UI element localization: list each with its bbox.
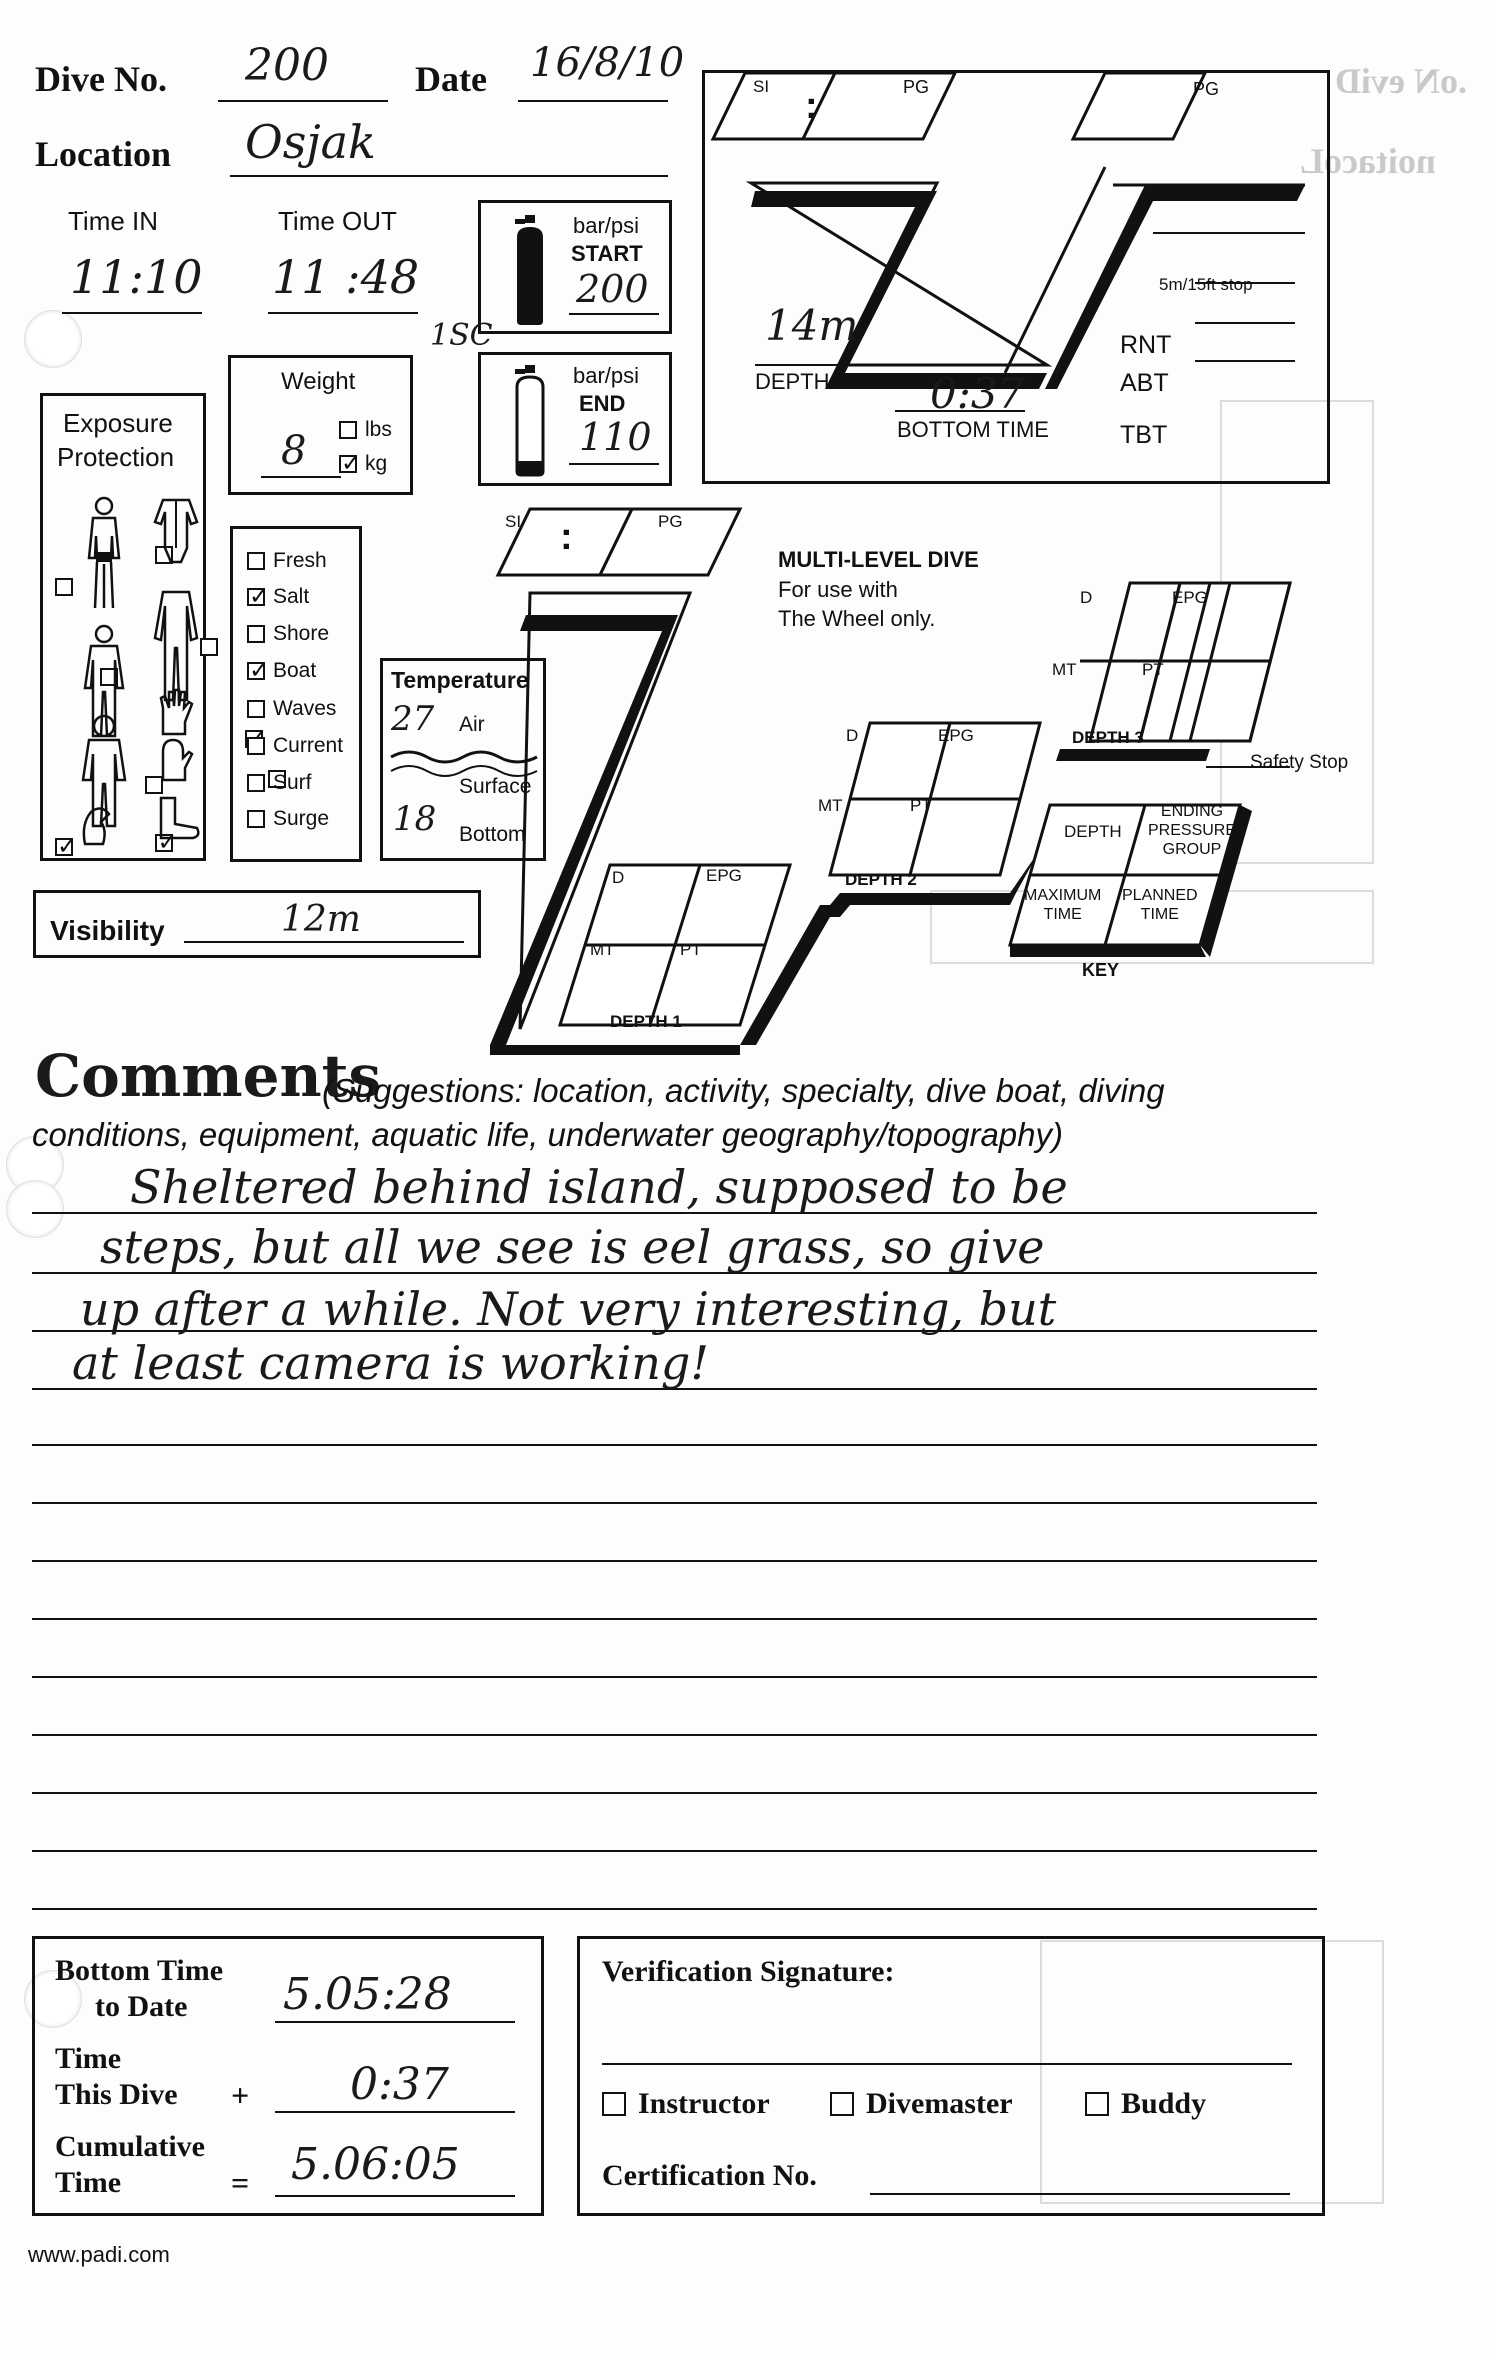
multi-level-subtitle-1: For use with xyxy=(778,577,898,602)
to-date-underline xyxy=(275,2021,515,2023)
max-depth-value[interactable]: 14m xyxy=(765,301,859,350)
time-in-underline xyxy=(62,312,202,314)
cumulative-line1: Cumulative xyxy=(55,2130,205,2163)
exposure-protection-box xyxy=(40,393,206,861)
bottom-time-label: BOTTOM TIME xyxy=(897,417,1049,442)
depth1-epg-label: EPG xyxy=(706,866,742,885)
si-colon: : xyxy=(805,85,818,127)
end-pressure-value[interactable]: 110 xyxy=(579,415,652,459)
location-underline xyxy=(230,175,668,177)
rnt-label: RNT xyxy=(1120,331,1172,359)
key-mt-label xyxy=(1024,886,1101,924)
boat-checkbox[interactable] xyxy=(247,662,265,680)
current-checkbox[interactable] xyxy=(247,737,265,755)
lbs-option[interactable] xyxy=(339,418,392,442)
comment-rule xyxy=(32,1676,1317,1678)
tank-start-box xyxy=(478,200,672,334)
comment-rule xyxy=(32,1850,1317,1852)
margin-note: 1SC xyxy=(430,318,493,353)
key-epg-line1: ENDING xyxy=(1160,803,1224,820)
surge-label: Surge xyxy=(273,807,330,830)
start-label: START xyxy=(571,241,643,266)
air-temp-value[interactable]: 27 xyxy=(391,699,435,739)
surf-label: Surf xyxy=(273,771,312,794)
comment-rule xyxy=(32,1908,1317,1910)
condition-fresh[interactable] xyxy=(247,549,327,573)
divemaster-checkbox[interactable] xyxy=(830,2092,854,2116)
signature-line[interactable] xyxy=(602,2063,1292,2065)
cumulative-label xyxy=(55,2129,205,2201)
end-label: END xyxy=(579,391,626,416)
dive-number-label: Dive No. xyxy=(35,59,167,99)
buddy-label: Buddy xyxy=(1121,2087,1207,2120)
depth3-pt-label: PT xyxy=(1142,660,1164,679)
dive-number-value[interactable]: 200 xyxy=(245,40,329,91)
instructor-option[interactable] xyxy=(602,2087,770,2121)
key-depth-label: DEPTH xyxy=(1064,822,1122,841)
bleed-through-text: .oN eviD xyxy=(1335,61,1467,101)
fresh-label: Fresh xyxy=(273,549,327,572)
weight-label: Weight xyxy=(281,368,356,395)
bottom-time-to-date-value[interactable]: 5.05:28 xyxy=(283,1969,452,2020)
salt-label: Salt xyxy=(273,585,310,608)
key-pt-label xyxy=(1122,886,1198,924)
lbs-label: lbs xyxy=(365,418,392,441)
boat-label: Boat xyxy=(273,659,317,682)
key-pt-line2: TIME xyxy=(1140,906,1179,923)
depth2-pt-label: PT xyxy=(910,796,932,815)
start-underline xyxy=(569,313,659,315)
comment-rule xyxy=(32,1560,1317,1562)
depth2-d-label: D xyxy=(846,726,859,745)
comments-suggestions-2: conditions, equipment, aquatic life, underwater geography/topography) xyxy=(32,1116,1063,1153)
hood-icon xyxy=(79,804,115,848)
tbt-label: TBT xyxy=(1120,421,1168,449)
condition-waves[interactable] xyxy=(247,697,336,721)
swimsuit-icon xyxy=(79,496,129,616)
certification-number-line[interactable] xyxy=(870,2193,1290,2195)
padi-url[interactable]: www.padi.com xyxy=(28,2242,170,2267)
current-label: Current xyxy=(273,734,344,757)
buddy-option[interactable] xyxy=(1085,2087,1206,2121)
depth2-label: DEPTH 2 xyxy=(845,870,917,889)
location-label: Location xyxy=(35,134,172,174)
divemaster-option[interactable] xyxy=(830,2087,1013,2121)
depth1-label: DEPTH 1 xyxy=(610,1012,682,1031)
glove-icon xyxy=(153,688,197,738)
comment-rule xyxy=(32,1444,1317,1446)
surface-label: Surface xyxy=(459,775,532,798)
visibility-label: Visibility xyxy=(50,915,165,946)
abt-label: ABT xyxy=(1120,369,1169,397)
comment-rule xyxy=(32,1618,1317,1620)
binder-hole xyxy=(6,1180,64,1238)
depth1-d-label: D xyxy=(612,868,625,887)
buddy-checkbox[interactable] xyxy=(1085,2092,1109,2116)
depth3-d-label: D xyxy=(1080,588,1093,607)
key-epg-label xyxy=(1148,802,1236,859)
exposure-label-line2: Protection xyxy=(57,442,175,472)
start-pressure-value[interactable]: 200 xyxy=(576,267,649,311)
tank-end-box xyxy=(478,352,672,486)
empty-tank-icon xyxy=(509,365,551,477)
date-underline xyxy=(518,100,668,102)
certification-number-label: Certification No. xyxy=(602,2159,817,2192)
kg-checkbox[interactable] xyxy=(339,455,357,473)
depth-label: DEPTH xyxy=(755,369,830,394)
comment-rule xyxy=(32,1792,1317,1794)
date-value[interactable]: 16/8/10 xyxy=(530,40,685,86)
comment-line-4[interactable]: at least camera is working! xyxy=(72,1336,709,1390)
hood-checkbox[interactable] xyxy=(55,838,73,856)
depth3-mt-label: MT xyxy=(1052,660,1077,679)
depth2-epg-label: EPG xyxy=(938,726,974,745)
surf-checkbox[interactable] xyxy=(247,774,265,792)
shore-checkbox[interactable] xyxy=(247,625,265,643)
ml-si-label: SI xyxy=(505,512,522,531)
multi-level-subtitle-2: The Wheel only. xyxy=(778,606,936,631)
key-pt-line1: PLANNED xyxy=(1122,887,1198,904)
divemaster-label: Divemaster xyxy=(866,2087,1013,2120)
bottom-time-to-date-label xyxy=(55,1953,223,2025)
time-in-label: Time IN xyxy=(68,206,159,236)
binder-hole xyxy=(24,310,82,368)
bottom-temp-value[interactable]: 18 xyxy=(393,799,437,839)
this-dive-underline xyxy=(275,2111,515,2113)
date-label: Date xyxy=(415,59,487,99)
key-label: KEY xyxy=(1082,960,1120,980)
visibility-underline xyxy=(184,941,464,943)
swimsuit-checkbox[interactable] xyxy=(55,578,73,596)
weight-value[interactable]: 8 xyxy=(281,428,307,474)
this-dive-value[interactable]: 0:37 xyxy=(350,2059,449,2110)
condition-boat[interactable] xyxy=(247,659,316,683)
instructor-label: Instructor xyxy=(638,2087,770,2120)
visibility-value[interactable]: 12m xyxy=(281,899,361,940)
kg-label: kg xyxy=(365,452,388,475)
instructor-checkbox[interactable] xyxy=(602,2092,626,2116)
pg-label-2: PG xyxy=(1193,79,1220,99)
dive-number-underline xyxy=(218,100,388,102)
pg-label: PG xyxy=(903,77,930,97)
cumulative-line2: Time xyxy=(55,2166,122,2199)
time-in-value[interactable]: 11:10 xyxy=(70,250,203,304)
key-mt-line2: TIME xyxy=(1043,906,1082,923)
kg-option[interactable] xyxy=(339,452,387,476)
location-value[interactable]: Osjak xyxy=(245,115,376,169)
key-mt-line1: MAXIMUM xyxy=(1024,887,1102,904)
comment-line-1[interactable]: Sheltered behind island, supposed to be xyxy=(130,1160,1068,1214)
mitt-icon xyxy=(153,734,197,784)
this-dive-line2: This Dive xyxy=(55,2078,178,2111)
time-out-value[interactable]: 11 :48 xyxy=(272,250,420,304)
time-out-underline xyxy=(268,312,418,314)
dive-profile-box xyxy=(702,70,1330,484)
ml-safety-stop-label: Safety Stop xyxy=(1250,752,1349,773)
depth3-label: DEPTH 3 xyxy=(1072,728,1144,747)
shore-label: Shore xyxy=(273,622,330,645)
multi-level-title: MULTI-LEVEL DIVE xyxy=(778,547,979,572)
surge-checkbox[interactable] xyxy=(247,810,265,828)
condition-surge[interactable] xyxy=(247,807,329,831)
condition-current[interactable] xyxy=(247,734,343,758)
totals-box xyxy=(32,1936,544,2216)
key-epg-line2: PRESSURE xyxy=(1148,822,1237,839)
bottom-time-to-date-line1: Bottom Time xyxy=(55,1954,224,1987)
verification-signature-label: Verification Signature: xyxy=(602,1955,895,1988)
this-dive-line1: Time xyxy=(55,2042,122,2075)
condition-salt[interactable] xyxy=(247,585,309,609)
si-label: SI xyxy=(753,77,770,96)
temperature-label: Temperature xyxy=(391,667,529,693)
start-unit-label: bar/psi xyxy=(573,213,640,238)
bottom-time-value[interactable]: 0:37 xyxy=(930,369,1025,418)
air-label: Air xyxy=(459,713,485,736)
full-suit-checkbox[interactable] xyxy=(200,638,218,656)
verification-box xyxy=(577,1936,1325,2216)
ml-si-colon: : xyxy=(560,516,573,558)
end-unit-label: bar/psi xyxy=(573,363,640,388)
condition-surf[interactable] xyxy=(247,771,312,795)
key-epg-line3: GROUP xyxy=(1162,841,1222,858)
comment-line-3[interactable]: up after a while. Not very interesting, but xyxy=(80,1282,1057,1336)
boot-icon xyxy=(153,796,203,840)
time-out-label: Time OUT xyxy=(278,206,397,236)
comment-line-2[interactable]: steps, but all we see is eel grass, so give xyxy=(100,1220,1045,1274)
comments-title: Comments xyxy=(35,1042,382,1110)
comment-rule xyxy=(32,1734,1317,1736)
waves-checkbox[interactable] xyxy=(247,700,265,718)
visibility-box xyxy=(33,890,481,958)
this-dive-label xyxy=(55,2041,178,2113)
cumulative-underline xyxy=(275,2195,515,2197)
depth3-epg-label: EPG xyxy=(1172,588,1208,607)
weight-box xyxy=(228,355,413,495)
bottom-label: Bottom xyxy=(459,823,526,846)
plus-sign: + xyxy=(231,2077,250,2113)
conditions-box xyxy=(230,526,362,862)
condition-shore[interactable] xyxy=(247,622,329,646)
shorty-wetsuit-icon xyxy=(151,496,201,566)
bleed-through-text: noitacoL xyxy=(1300,141,1437,181)
cumulative-value[interactable]: 5.06:05 xyxy=(291,2139,460,2190)
full-tank-icon xyxy=(509,215,551,327)
depth1-mt-label: MT xyxy=(590,940,615,959)
equals-sign: = xyxy=(231,2165,250,2201)
waves-label: Waves xyxy=(273,697,337,720)
comment-rule xyxy=(32,1502,1317,1504)
comments-suggestions-1: (Suggestions: location, activity, specialty, dive boat, diving xyxy=(322,1072,1165,1109)
ml-pg-label: PG xyxy=(658,512,683,531)
end-underline xyxy=(569,463,659,465)
bottom-time-to-date-line2: to Date xyxy=(95,1990,188,2023)
depth1-pt-label: PT xyxy=(680,940,702,959)
lbs-checkbox[interactable] xyxy=(339,421,357,439)
depth2-mt-label: MT xyxy=(818,796,843,815)
safety-stop-label: 5m/15ft stop xyxy=(1159,275,1253,294)
exposure-label-line1: Exposure xyxy=(63,408,173,438)
weight-underline xyxy=(261,476,341,478)
fresh-checkbox[interactable] xyxy=(247,552,265,570)
salt-checkbox[interactable] xyxy=(247,588,265,606)
